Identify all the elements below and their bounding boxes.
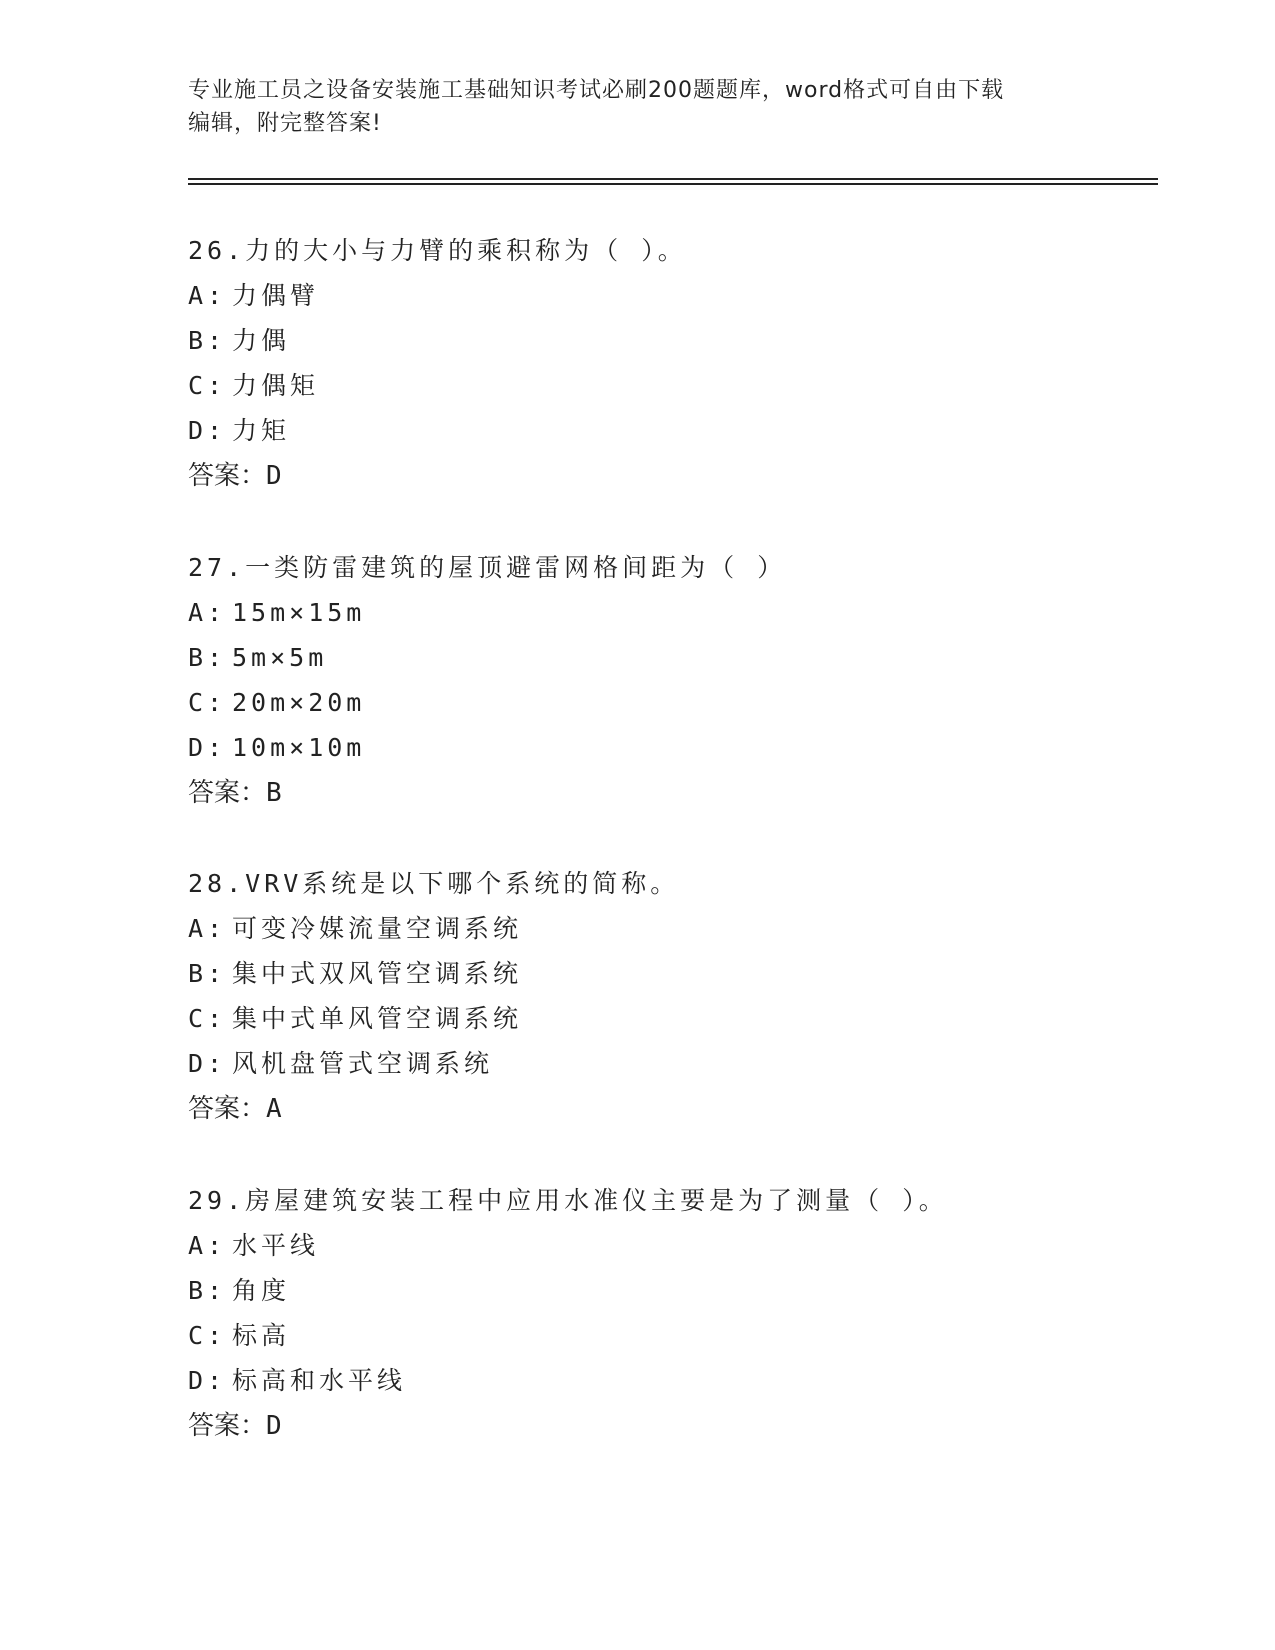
option-text: 15m×15m <box>232 598 366 627</box>
option-key: D: <box>188 733 227 762</box>
option-key: C: <box>188 371 227 400</box>
option-text: 20m×20m <box>232 688 366 717</box>
answer-value: D <box>266 1411 282 1441</box>
option-c <box>188 996 1168 1041</box>
option-key: B: <box>188 643 227 672</box>
option-c <box>188 1313 1168 1358</box>
option-text: 力矩 <box>232 416 291 445</box>
answer-line <box>188 770 1168 816</box>
question-28 <box>188 861 1168 1132</box>
answer-value: D <box>266 461 282 491</box>
header-divider-bottom <box>188 183 1158 185</box>
question-stem: 27.一类防雷建筑的屋顶避雷网格间距为（ ） <box>188 553 787 582</box>
question-27 <box>188 545 1168 816</box>
option-key: C: <box>188 1321 227 1350</box>
option-a <box>188 273 1168 318</box>
option-text: 集中式双风管空调系统 <box>232 959 523 988</box>
option-text: 标高和水平线 <box>232 1366 407 1395</box>
header-line-2: 编辑，附完整答案! <box>188 111 382 136</box>
option-b <box>188 951 1168 996</box>
option-text: 10m×10m <box>232 733 366 762</box>
option-text: 风机盘管式空调系统 <box>232 1049 494 1078</box>
option-text: 可变冷媒流量空调系统 <box>232 914 523 943</box>
option-d <box>188 725 1168 770</box>
option-d <box>188 1041 1168 1086</box>
option-a <box>188 590 1168 635</box>
answer-label: 答案： <box>188 461 267 491</box>
answer-line <box>188 453 1168 499</box>
option-key: A: <box>188 281 227 310</box>
option-text: 力偶臂 <box>232 281 320 310</box>
option-d <box>188 1358 1168 1403</box>
option-b <box>188 1268 1168 1313</box>
option-text: 标高 <box>232 1321 291 1350</box>
option-c <box>188 363 1168 408</box>
question-26 <box>188 228 1168 499</box>
option-key: D: <box>188 416 227 445</box>
question-stem: 26.力的大小与力臂的乘积称为（ ）。 <box>188 236 687 265</box>
option-a <box>188 1223 1168 1268</box>
option-d <box>188 408 1168 453</box>
answer-line <box>188 1403 1168 1449</box>
answer-label: 答案： <box>188 1094 267 1124</box>
option-b <box>188 318 1168 363</box>
option-key: D: <box>188 1366 227 1395</box>
question-stem: 29.房屋建筑安装工程中应用水准仪主要是为了测量（ ）。 <box>188 1186 948 1215</box>
option-b <box>188 635 1168 680</box>
option-key: B: <box>188 959 227 988</box>
question-stem: 28.VRV系统是以下哪个系统的简称。 <box>188 869 680 898</box>
option-key: A: <box>188 914 227 943</box>
option-a <box>188 906 1168 951</box>
option-text: 水平线 <box>232 1231 320 1260</box>
option-key: B: <box>188 326 227 355</box>
answer-value: A <box>266 1094 282 1124</box>
answer-label: 答案： <box>188 1411 267 1441</box>
option-key: B: <box>188 1276 227 1305</box>
question-29 <box>188 1178 1168 1449</box>
option-key: C: <box>188 1004 227 1033</box>
option-c <box>188 680 1168 725</box>
header-divider-top <box>188 178 1158 180</box>
option-text: 力偶 <box>232 326 291 355</box>
answer-line <box>188 1086 1168 1132</box>
option-key: A: <box>188 598 227 627</box>
option-key: C: <box>188 688 227 717</box>
document-header <box>188 74 1068 140</box>
option-text: 集中式单风管空调系统 <box>232 1004 523 1033</box>
answer-label: 答案： <box>188 778 267 808</box>
option-key: D: <box>188 1049 227 1078</box>
option-text: 5m×5m <box>232 643 328 672</box>
option-key: A: <box>188 1231 227 1260</box>
option-text: 角度 <box>232 1276 291 1305</box>
header-line-1: 专业施工员之设备安装施工基础知识考试必刷200题题库，word格式可自由下载 <box>188 78 1005 103</box>
answer-value: B <box>266 778 282 808</box>
option-text: 力偶矩 <box>232 371 320 400</box>
